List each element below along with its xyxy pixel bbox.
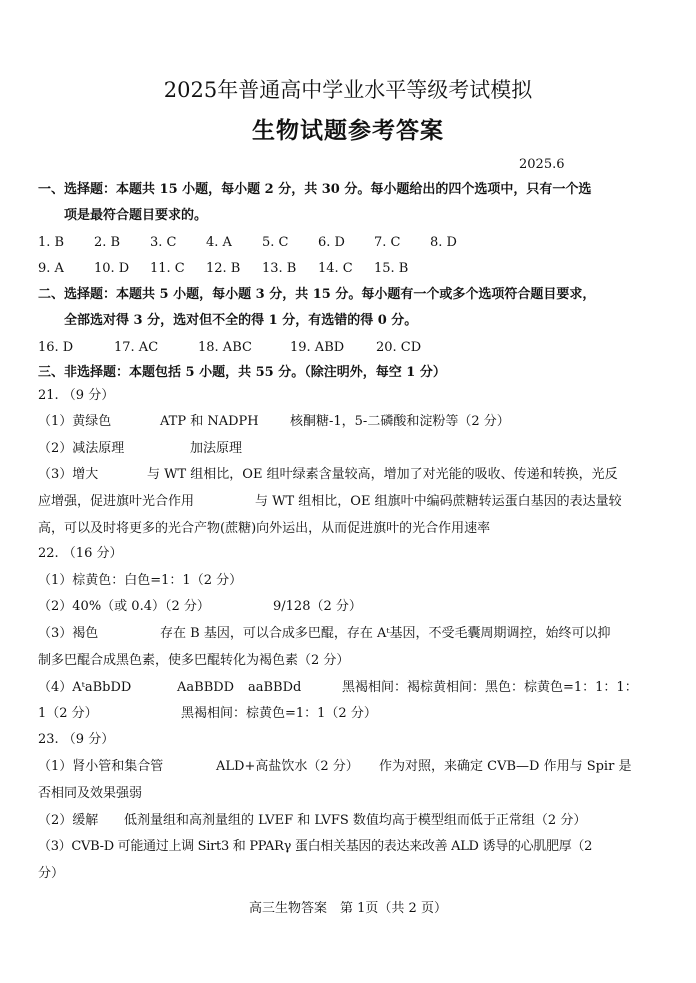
answer-row-1-8 xyxy=(38,234,486,252)
q21-label: 21. （9 分） xyxy=(38,388,115,403)
exam-date: 2025.6 xyxy=(519,157,565,172)
answer-part: 作为对照，来确定 CVB—D 作用与 Spir 是 xyxy=(379,759,632,774)
answer-item: 20. CD xyxy=(376,340,422,355)
answer-item: 1. B xyxy=(38,235,65,250)
answer-item: 14. C xyxy=(318,261,353,276)
answer-part: ATP 和 NADPH xyxy=(160,414,259,429)
answer-part: AaBBDD xyxy=(177,680,235,695)
answer-row-16-20 xyxy=(38,339,436,357)
answer-part: （4）AᵗaBbDD xyxy=(38,680,132,695)
answer-item: 17. AC xyxy=(114,340,159,355)
answer-item: 12. B xyxy=(206,261,241,276)
q22-answer-3 xyxy=(38,625,611,643)
answer-item: 16. D xyxy=(38,340,74,355)
q23-answer-2 xyxy=(38,812,586,830)
answer-part: （2）缓解 xyxy=(38,813,99,828)
section2-heading: 二、选择题：本题共 5 小题，每小题 3 分，共 15 分。每小题有一个或多个选项符合题目要求， xyxy=(38,287,596,302)
answer-part: 与 WT 组相比，OE 组叶绿素含量较高，增加了对光能的吸收、传递和转换，光反 xyxy=(147,467,618,482)
answer-part: （1）黄绿色 xyxy=(38,414,112,429)
answer-item: 4. A xyxy=(206,235,232,250)
answer-part: 低剂量组和高剂量组的 LVEF 和 LVFS 数值均高于模型组而低于正常组（2 分） xyxy=(124,813,587,828)
q22-label: 22. （16 分） xyxy=(38,546,123,561)
q21-answer-1 xyxy=(38,413,510,431)
answer-part: aaBBDd xyxy=(248,680,302,695)
q21-answer-3 xyxy=(38,466,618,484)
answer-part: 核酮糖-1，5-二磷酸和淀粉等（2 分） xyxy=(290,414,510,429)
answer-part: 9/128（2 分） xyxy=(273,599,362,614)
answer-part: （3）褐色 xyxy=(38,626,99,641)
q21-answer-2 xyxy=(38,440,242,458)
q23-answer-3-cont: 分） xyxy=(38,866,65,881)
answer-item: 13. B xyxy=(262,261,297,276)
answer-item: 3. C xyxy=(150,235,177,250)
answer-part: （2）减法原理 xyxy=(38,441,125,456)
answer-item: 2. B xyxy=(94,235,121,250)
q21-answer-3-cont: 高，可以及时将更多的光合产物(蔗糖)向外运出，从而促进旗叶的光合作用速率 xyxy=(38,521,491,536)
answer-part: 1（2 分） xyxy=(38,706,98,721)
answer-item: 15. B xyxy=(374,261,409,276)
answer-item: 19. ABD xyxy=(290,340,345,355)
answer-part: （1）肾小管和集合管 xyxy=(38,759,164,774)
answer-row-9-15 xyxy=(38,260,430,278)
answer-part: 黑褐相间：棕黄色=1：1（2 分） xyxy=(181,706,377,721)
answer-part: 与 WT 组相比，OE 组旗叶中编码蔗糖转运蛋白基因的表达量较 xyxy=(255,494,622,509)
q22-answer-2 xyxy=(38,598,362,616)
q22-answer-4-cont xyxy=(38,705,377,723)
q22-answer-4 xyxy=(38,679,638,697)
page-footer: 高三生物答案 第 1页（共 2 页） xyxy=(249,901,447,916)
answer-part: 黑褐相间：褐棕黄相间：黑色：棕黄色=1：1：1： xyxy=(342,680,638,695)
answer-item: 9. A xyxy=(38,261,64,276)
answer-part: （2）40%（或 0.4）（2 分） xyxy=(38,599,210,614)
answer-item: 11. C xyxy=(150,261,185,276)
q22-answer-3-cont: 制多巴醌合成黑色素，使多巴醌转化为褐色素（2 分） xyxy=(38,653,350,668)
q23-answer-3: （3）CVB-D 可能通过上调 Sirt3 和 PPARγ 蛋白相关基因的表达来改善 ALD 诱导的心肌肥厚（2 xyxy=(38,839,593,854)
answer-item: 6. D xyxy=(318,235,345,250)
section1-heading-cont: 项是最符合题目要求的。 xyxy=(64,208,208,223)
section1-heading: 一、选择题：本题共 15 小题，每小题 2 分，共 30 分。每小题给出的四个选项中，只有一个选 xyxy=(38,182,592,197)
q23-label: 23. （9 分） xyxy=(38,732,115,747)
answer-item: 8. D xyxy=(430,235,457,250)
answer-item: 5. C xyxy=(262,235,289,250)
answer-part: （3）增大 xyxy=(38,467,99,482)
answer-item: 10. D xyxy=(94,261,130,276)
answer-part: 应增强，促进旗叶光合作用 xyxy=(38,494,195,509)
answer-key-title: 生物试题参考答案 xyxy=(252,117,444,144)
q23-answer-1-cont: 否相同及效果强弱 xyxy=(38,786,143,801)
section2-heading-cont: 全部选对得 3 分，选对但不全的得 1 分，有选错的得 0 分。 xyxy=(64,313,418,328)
q22-answer-1: （1）棕黄色：白色=1：1（2 分） xyxy=(38,573,243,588)
q21-answer-3-cont xyxy=(38,493,622,511)
answer-item: 18. ABC xyxy=(198,340,252,355)
answer-item: 7. C xyxy=(374,235,401,250)
answer-part: 加法原理 xyxy=(190,441,243,456)
answer-part: 存在 B 基因，可以合成多巴醌，存在 Aᵗ基因，不受毛囊周期调控，始终可以抑 xyxy=(160,626,611,641)
section3-heading: 三、非选择题：本题包括 5 小题，共 55 分。（除注明外，每空 1 分） xyxy=(38,365,446,380)
exam-title: 2025年普通高中学业水平等级考试模拟 xyxy=(163,78,533,102)
answer-part: ALD+高盐饮水（2 分） xyxy=(216,759,359,774)
q23-answer-1 xyxy=(38,758,631,776)
